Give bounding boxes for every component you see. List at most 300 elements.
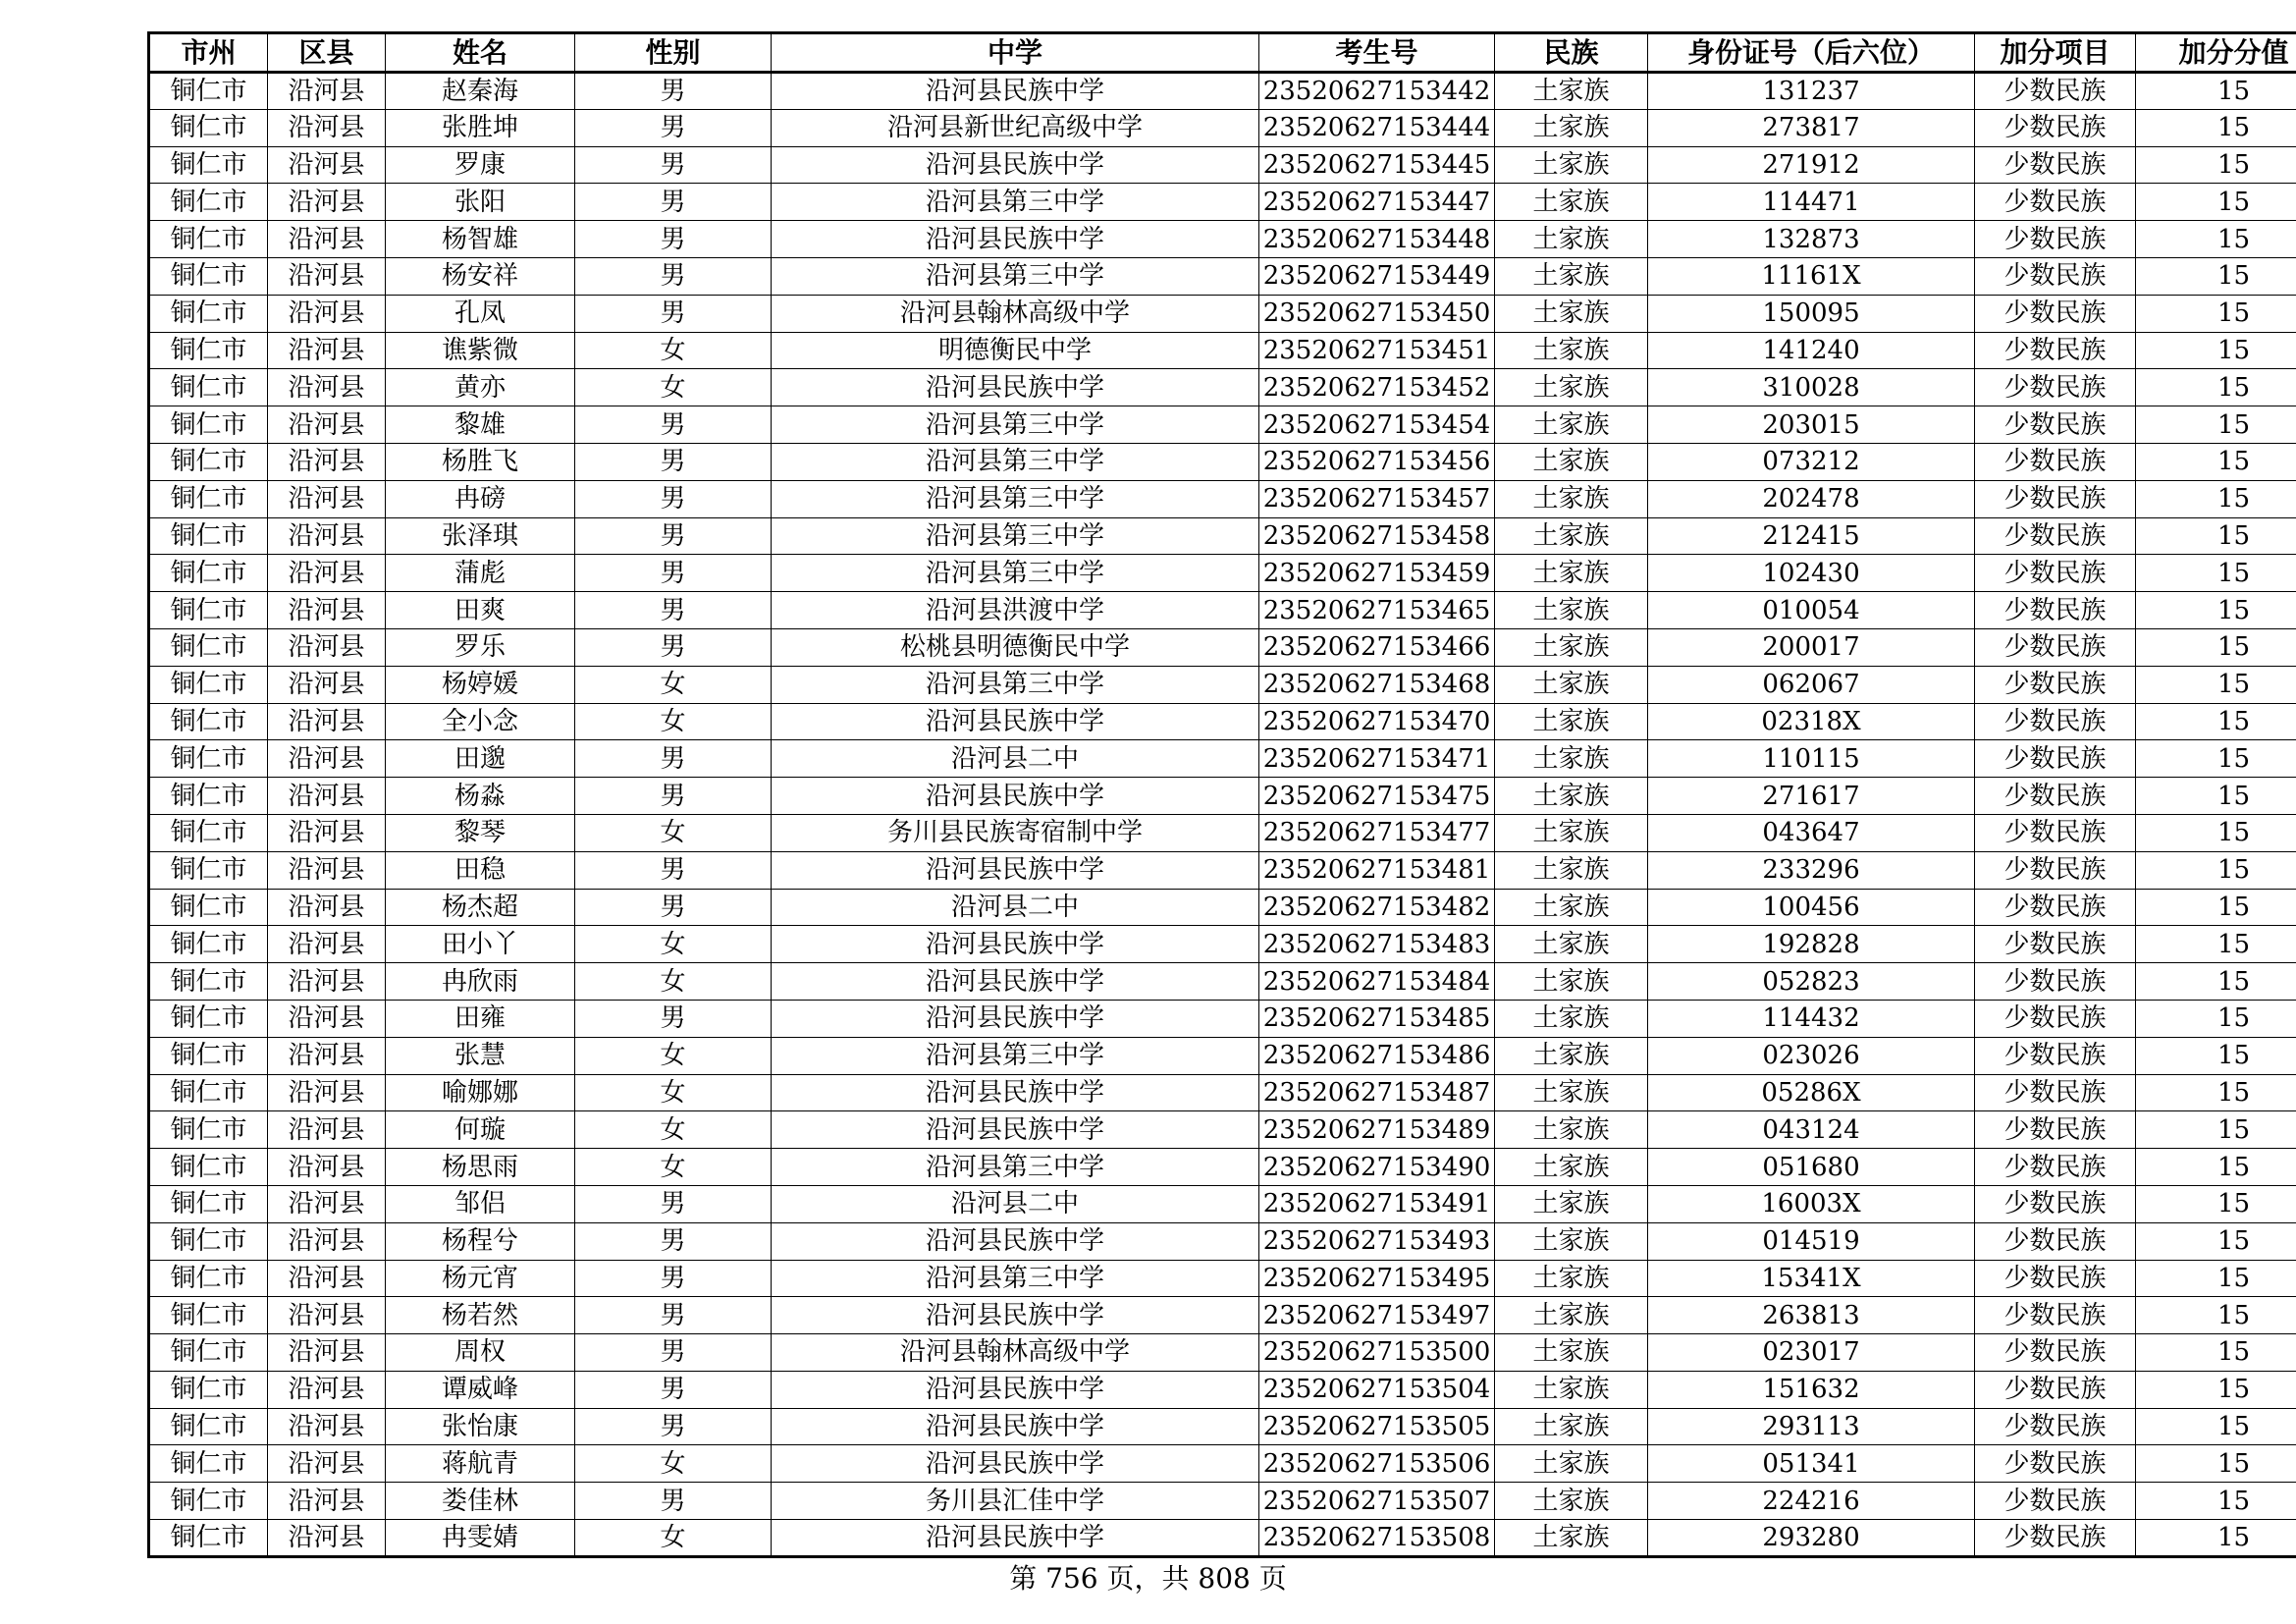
id-last-six-cell: 15341X — [1648, 1260, 1975, 1297]
id-last-six-cell: 224216 — [1648, 1483, 1975, 1520]
ethnicity-cell: 土家族 — [1495, 703, 1648, 740]
city-cell: 铜仁市 — [149, 1185, 268, 1222]
gender-cell: 女 — [575, 963, 772, 1001]
school-cell: 沿河县民族中学 — [772, 1445, 1259, 1483]
exam-number-cell: 23520627153485 — [1259, 1000, 1495, 1037]
bonus-points-cell: 15 — [2136, 1260, 2296, 1297]
header-id-last-six: 身份证号（后六位） — [1648, 33, 1975, 73]
table-row — [149, 555, 2296, 592]
bonus-points-cell: 15 — [2136, 1483, 2296, 1520]
bonus-points-cell: 15 — [2136, 1222, 2296, 1260]
name-cell: 赵秦海 — [386, 73, 575, 110]
city-cell: 铜仁市 — [149, 369, 268, 406]
gender-cell: 女 — [575, 369, 772, 406]
city-cell: 铜仁市 — [149, 703, 268, 740]
gender-cell: 男 — [575, 480, 772, 517]
bonus-points-cell: 15 — [2136, 1408, 2296, 1445]
exam-number-cell: 23520627153457 — [1259, 480, 1495, 517]
table-body — [149, 73, 2296, 1557]
id-last-six-cell: 051680 — [1648, 1149, 1975, 1186]
exam-number-cell: 23520627153493 — [1259, 1222, 1495, 1260]
exam-number-cell: 23520627153454 — [1259, 406, 1495, 444]
exam-number-cell: 23520627153489 — [1259, 1111, 1495, 1149]
gender-cell: 男 — [575, 406, 772, 444]
bonus-points-cell: 15 — [2136, 778, 2296, 815]
id-last-six-cell: 141240 — [1648, 332, 1975, 369]
bonus-item-cell: 少数民族 — [1975, 778, 2136, 815]
city-cell: 铜仁市 — [149, 295, 268, 332]
bonus-item-cell: 少数民族 — [1975, 295, 2136, 332]
name-cell: 冉磅 — [386, 480, 575, 517]
county-cell: 沿河县 — [268, 1074, 386, 1111]
bonus-points-cell: 15 — [2136, 889, 2296, 926]
name-cell: 杨婷媛 — [386, 666, 575, 703]
county-cell: 沿河县 — [268, 257, 386, 295]
school-cell: 沿河县第三中学 — [772, 666, 1259, 703]
county-cell: 沿河县 — [268, 73, 386, 110]
gender-cell: 女 — [575, 1111, 772, 1149]
gender-cell: 女 — [575, 332, 772, 369]
id-last-six-cell: 073212 — [1648, 443, 1975, 480]
header-county: 区县 — [268, 33, 386, 73]
bonus-item-cell: 少数民族 — [1975, 517, 2136, 555]
table-row — [149, 628, 2296, 666]
id-last-six-cell: 200017 — [1648, 628, 1975, 666]
ethnicity-cell: 土家族 — [1495, 814, 1648, 851]
exam-number-cell: 23520627153508 — [1259, 1520, 1495, 1557]
county-cell: 沿河县 — [268, 406, 386, 444]
bonus-item-cell: 少数民族 — [1975, 1000, 2136, 1037]
county-cell: 沿河县 — [268, 1260, 386, 1297]
exam-number-cell: 23520627153447 — [1259, 184, 1495, 221]
school-cell: 沿河县第三中学 — [772, 406, 1259, 444]
id-last-six-cell: 110115 — [1648, 740, 1975, 778]
school-cell: 沿河县民族中学 — [772, 1371, 1259, 1408]
id-last-six-cell: 131237 — [1648, 73, 1975, 110]
ethnicity-cell: 土家族 — [1495, 295, 1648, 332]
exam-number-cell: 23520627153448 — [1259, 221, 1495, 258]
city-cell: 铜仁市 — [149, 1408, 268, 1445]
bonus-item-cell: 少数民族 — [1975, 1334, 2136, 1372]
name-cell: 杨若然 — [386, 1297, 575, 1334]
id-last-six-cell: 293113 — [1648, 1408, 1975, 1445]
city-cell: 铜仁市 — [149, 1074, 268, 1111]
county-cell: 沿河县 — [268, 1037, 386, 1074]
table-row — [149, 1334, 2296, 1372]
exam-number-cell: 23520627153484 — [1259, 963, 1495, 1001]
table-row — [149, 295, 2296, 332]
name-cell: 罗乐 — [386, 628, 575, 666]
exam-number-cell: 23520627153507 — [1259, 1483, 1495, 1520]
bonus-points-cell: 15 — [2136, 406, 2296, 444]
name-cell: 田雍 — [386, 1000, 575, 1037]
ethnicity-cell: 土家族 — [1495, 109, 1648, 146]
id-last-six-cell: 043647 — [1648, 814, 1975, 851]
exam-number-cell: 23520627153506 — [1259, 1445, 1495, 1483]
school-cell: 沿河县第三中学 — [772, 1149, 1259, 1186]
city-cell: 铜仁市 — [149, 332, 268, 369]
id-last-six-cell: 212415 — [1648, 517, 1975, 555]
table-row — [149, 109, 2296, 146]
bonus-item-cell: 少数民族 — [1975, 406, 2136, 444]
ethnicity-cell: 土家族 — [1495, 1297, 1648, 1334]
id-last-six-cell: 192828 — [1648, 926, 1975, 963]
county-cell: 沿河县 — [268, 1334, 386, 1372]
city-cell: 铜仁市 — [149, 443, 268, 480]
ethnicity-cell: 土家族 — [1495, 889, 1648, 926]
county-cell: 沿河县 — [268, 628, 386, 666]
table-row — [149, 1445, 2296, 1483]
county-cell: 沿河县 — [268, 926, 386, 963]
county-cell: 沿河县 — [268, 666, 386, 703]
ethnicity-cell: 土家族 — [1495, 146, 1648, 184]
exam-number-cell: 23520627153451 — [1259, 332, 1495, 369]
bonus-points-cell: 15 — [2136, 740, 2296, 778]
county-cell: 沿河县 — [268, 592, 386, 629]
bonus-points-cell: 15 — [2136, 851, 2296, 889]
bonus-points-cell: 15 — [2136, 1074, 2296, 1111]
table-row — [149, 851, 2296, 889]
table-row — [149, 369, 2296, 406]
exam-number-cell: 23520627153500 — [1259, 1334, 1495, 1372]
exam-number-cell: 23520627153465 — [1259, 592, 1495, 629]
bonus-item-cell: 少数民族 — [1975, 851, 2136, 889]
id-last-six-cell: 062067 — [1648, 666, 1975, 703]
ethnicity-cell: 土家族 — [1495, 1483, 1648, 1520]
county-cell: 沿河县 — [268, 480, 386, 517]
id-last-six-cell: 132873 — [1648, 221, 1975, 258]
bonus-item-cell: 少数民族 — [1975, 592, 2136, 629]
exam-number-cell: 23520627153445 — [1259, 146, 1495, 184]
ethnicity-cell: 土家族 — [1495, 963, 1648, 1001]
ethnicity-cell: 土家族 — [1495, 257, 1648, 295]
county-cell: 沿河县 — [268, 889, 386, 926]
city-cell: 铜仁市 — [149, 1260, 268, 1297]
county-cell: 沿河县 — [268, 1445, 386, 1483]
id-last-six-cell: 271617 — [1648, 778, 1975, 815]
bonus-item-cell: 少数民族 — [1975, 1408, 2136, 1445]
bonus-item-cell: 少数民族 — [1975, 332, 2136, 369]
id-last-six-cell: 02318X — [1648, 703, 1975, 740]
header-city: 市州 — [149, 33, 268, 73]
table-row — [149, 963, 2296, 1001]
bonus-item-cell: 少数民族 — [1975, 184, 2136, 221]
bonus-points-cell: 15 — [2136, 963, 2296, 1001]
county-cell: 沿河县 — [268, 1371, 386, 1408]
ethnicity-cell: 土家族 — [1495, 778, 1648, 815]
gender-cell: 男 — [575, 1334, 772, 1372]
exam-number-cell: 23520627153475 — [1259, 778, 1495, 815]
school-cell: 沿河县新世纪高级中学 — [772, 109, 1259, 146]
city-cell: 铜仁市 — [149, 109, 268, 146]
id-last-six-cell: 102430 — [1648, 555, 1975, 592]
bonus-points-cell: 15 — [2136, 1185, 2296, 1222]
header-name: 姓名 — [386, 33, 575, 73]
city-cell: 铜仁市 — [149, 517, 268, 555]
city-cell: 铜仁市 — [149, 851, 268, 889]
name-cell: 田小丫 — [386, 926, 575, 963]
gender-cell: 男 — [575, 184, 772, 221]
id-last-six-cell: 310028 — [1648, 369, 1975, 406]
id-last-six-cell: 273817 — [1648, 109, 1975, 146]
bonus-item-cell: 少数民族 — [1975, 963, 2136, 1001]
city-cell: 铜仁市 — [149, 406, 268, 444]
name-cell: 冉雯婧 — [386, 1520, 575, 1557]
table-row — [149, 517, 2296, 555]
school-cell: 务川县汇佳中学 — [772, 1483, 1259, 1520]
bonus-points-cell: 15 — [2136, 184, 2296, 221]
gender-cell: 男 — [575, 1483, 772, 1520]
table-row — [149, 146, 2296, 184]
gender-cell: 男 — [575, 1371, 772, 1408]
bonus-points-cell: 15 — [2136, 555, 2296, 592]
id-last-six-cell: 150095 — [1648, 295, 1975, 332]
ethnicity-cell: 土家族 — [1495, 443, 1648, 480]
bonus-item-cell: 少数民族 — [1975, 109, 2136, 146]
school-cell: 沿河县民族中学 — [772, 1520, 1259, 1557]
bonus-item-cell: 少数民族 — [1975, 889, 2136, 926]
bonus-item-cell: 少数民族 — [1975, 480, 2136, 517]
school-cell: 沿河县民族中学 — [772, 1074, 1259, 1111]
school-cell: 沿河县第三中学 — [772, 517, 1259, 555]
school-cell: 沿河县民族中学 — [772, 1408, 1259, 1445]
exam-number-cell: 23520627153456 — [1259, 443, 1495, 480]
exam-number-cell: 23520627153470 — [1259, 703, 1495, 740]
table-row — [149, 778, 2296, 815]
school-cell: 沿河县翰林高级中学 — [772, 1334, 1259, 1372]
city-cell: 铜仁市 — [149, 221, 268, 258]
exam-number-cell: 23520627153442 — [1259, 73, 1495, 110]
school-cell: 沿河县第三中学 — [772, 184, 1259, 221]
id-last-six-cell: 203015 — [1648, 406, 1975, 444]
table-row — [149, 1149, 2296, 1186]
ethnicity-cell: 土家族 — [1495, 221, 1648, 258]
table-row — [149, 740, 2296, 778]
city-cell: 铜仁市 — [149, 184, 268, 221]
bonus-item-cell: 少数民族 — [1975, 1185, 2136, 1222]
name-cell: 张阳 — [386, 184, 575, 221]
ethnicity-cell: 土家族 — [1495, 406, 1648, 444]
county-cell: 沿河县 — [268, 740, 386, 778]
bonus-item-cell: 少数民族 — [1975, 926, 2136, 963]
id-last-six-cell: 052823 — [1648, 963, 1975, 1001]
name-cell: 谭威峰 — [386, 1371, 575, 1408]
school-cell: 沿河县二中 — [772, 889, 1259, 926]
school-cell: 沿河县第三中学 — [772, 480, 1259, 517]
name-cell: 杨智雄 — [386, 221, 575, 258]
table-row — [149, 1037, 2296, 1074]
name-cell: 田稳 — [386, 851, 575, 889]
gender-cell: 女 — [575, 1520, 772, 1557]
exam-number-cell: 23520627153477 — [1259, 814, 1495, 851]
gender-cell: 男 — [575, 257, 772, 295]
id-last-six-cell: 114471 — [1648, 184, 1975, 221]
school-cell: 松桃县明德衡民中学 — [772, 628, 1259, 666]
bonus-points-cell: 15 — [2136, 146, 2296, 184]
gender-cell: 男 — [575, 1185, 772, 1222]
county-cell: 沿河县 — [268, 332, 386, 369]
city-cell: 铜仁市 — [149, 778, 268, 815]
county-cell: 沿河县 — [268, 517, 386, 555]
city-cell: 铜仁市 — [149, 146, 268, 184]
bonus-points-cell: 15 — [2136, 1037, 2296, 1074]
name-cell: 黎雄 — [386, 406, 575, 444]
ethnicity-cell: 土家族 — [1495, 851, 1648, 889]
exam-number-cell: 23520627153486 — [1259, 1037, 1495, 1074]
city-cell: 铜仁市 — [149, 1222, 268, 1260]
city-cell: 铜仁市 — [149, 666, 268, 703]
gender-cell: 男 — [575, 740, 772, 778]
ethnicity-cell: 土家族 — [1495, 1260, 1648, 1297]
table-row — [149, 332, 2296, 369]
name-cell: 黄亦 — [386, 369, 575, 406]
school-cell: 沿河县民族中学 — [772, 926, 1259, 963]
school-cell: 沿河县二中 — [772, 1185, 1259, 1222]
county-cell: 沿河县 — [268, 851, 386, 889]
city-cell: 铜仁市 — [149, 1000, 268, 1037]
gender-cell: 女 — [575, 926, 772, 963]
name-cell: 杨安祥 — [386, 257, 575, 295]
header-gender: 性别 — [575, 33, 772, 73]
id-last-six-cell: 051341 — [1648, 1445, 1975, 1483]
exam-number-cell: 23520627153468 — [1259, 666, 1495, 703]
id-last-six-cell: 114432 — [1648, 1000, 1975, 1037]
bonus-item-cell: 少数民族 — [1975, 814, 2136, 851]
bonus-points-cell: 15 — [2136, 1297, 2296, 1334]
city-cell: 铜仁市 — [149, 1037, 268, 1074]
bonus-points-cell: 15 — [2136, 109, 2296, 146]
table-row — [149, 889, 2296, 926]
table-row — [149, 1111, 2296, 1149]
city-cell: 铜仁市 — [149, 889, 268, 926]
school-cell: 沿河县民族中学 — [772, 851, 1259, 889]
county-cell: 沿河县 — [268, 1222, 386, 1260]
bonus-item-cell: 少数民族 — [1975, 1297, 2136, 1334]
header-exam-number: 考生号 — [1259, 33, 1495, 73]
gender-cell: 男 — [575, 889, 772, 926]
ethnicity-cell: 土家族 — [1495, 517, 1648, 555]
table-row — [149, 480, 2296, 517]
gender-cell: 男 — [575, 555, 772, 592]
gender-cell: 女 — [575, 814, 772, 851]
gender-cell: 女 — [575, 703, 772, 740]
county-cell: 沿河县 — [268, 146, 386, 184]
bonus-item-cell: 少数民族 — [1975, 221, 2136, 258]
name-cell: 谯紫微 — [386, 332, 575, 369]
ethnicity-cell: 土家族 — [1495, 555, 1648, 592]
id-last-six-cell: 151632 — [1648, 1371, 1975, 1408]
gender-cell: 男 — [575, 1000, 772, 1037]
school-cell: 沿河县民族中学 — [772, 963, 1259, 1001]
bonus-item-cell: 少数民族 — [1975, 1074, 2136, 1111]
exam-number-cell: 23520627153483 — [1259, 926, 1495, 963]
table-row — [149, 1483, 2296, 1520]
city-cell: 铜仁市 — [149, 963, 268, 1001]
city-cell: 铜仁市 — [149, 1149, 268, 1186]
exam-number-cell: 23520627153490 — [1259, 1149, 1495, 1186]
name-cell: 张泽琪 — [386, 517, 575, 555]
table-row — [149, 184, 2296, 221]
ethnicity-cell: 土家族 — [1495, 1520, 1648, 1557]
gender-cell: 女 — [575, 1149, 772, 1186]
id-last-six-cell: 100456 — [1648, 889, 1975, 926]
ethnicity-cell: 土家族 — [1495, 369, 1648, 406]
county-cell: 沿河县 — [268, 1408, 386, 1445]
school-cell: 沿河县第三中学 — [772, 1037, 1259, 1074]
school-cell: 沿河县洪渡中学 — [772, 592, 1259, 629]
school-cell: 沿河县民族中学 — [772, 146, 1259, 184]
bonus-points-cell: 15 — [2136, 1000, 2296, 1037]
gender-cell: 男 — [575, 517, 772, 555]
school-cell: 沿河县二中 — [772, 740, 1259, 778]
ethnicity-cell: 土家族 — [1495, 1111, 1648, 1149]
gender-cell: 男 — [575, 73, 772, 110]
county-cell: 沿河县 — [268, 1149, 386, 1186]
table-row — [149, 592, 2296, 629]
bonus-points-cell: 15 — [2136, 1445, 2296, 1483]
id-last-six-cell: 202478 — [1648, 480, 1975, 517]
table-row — [149, 814, 2296, 851]
bonus-points-cell: 15 — [2136, 73, 2296, 110]
county-cell: 沿河县 — [268, 369, 386, 406]
bonus-item-cell: 少数民族 — [1975, 555, 2136, 592]
bonus-points-cell: 15 — [2136, 703, 2296, 740]
city-cell: 铜仁市 — [149, 1334, 268, 1372]
city-cell: 铜仁市 — [149, 1483, 268, 1520]
bonus-item-cell: 少数民族 — [1975, 1520, 2136, 1557]
id-last-six-cell: 11161X — [1648, 257, 1975, 295]
gender-cell: 男 — [575, 109, 772, 146]
school-cell: 沿河县第三中学 — [772, 1260, 1259, 1297]
bonus-points-cell: 15 — [2136, 480, 2296, 517]
table-row — [149, 406, 2296, 444]
bonus-item-cell: 少数民族 — [1975, 369, 2136, 406]
table-row — [149, 1408, 2296, 1445]
bonus-item-cell: 少数民族 — [1975, 443, 2136, 480]
bonus-points-cell: 15 — [2136, 1334, 2296, 1372]
county-cell: 沿河县 — [268, 184, 386, 221]
id-last-six-cell: 16003X — [1648, 1185, 1975, 1222]
school-cell: 沿河县民族中学 — [772, 1222, 1259, 1260]
id-last-six-cell: 023017 — [1648, 1334, 1975, 1372]
bonus-points-cell: 15 — [2136, 443, 2296, 480]
id-last-six-cell: 271912 — [1648, 146, 1975, 184]
name-cell: 周权 — [386, 1334, 575, 1372]
bonus-item-cell: 少数民族 — [1975, 1037, 2136, 1074]
table-row — [149, 666, 2296, 703]
bonus-item-cell: 少数民族 — [1975, 740, 2136, 778]
school-cell: 沿河县民族中学 — [772, 369, 1259, 406]
city-cell: 铜仁市 — [149, 555, 268, 592]
exam-number-cell: 23520627153444 — [1259, 109, 1495, 146]
id-last-six-cell: 043124 — [1648, 1111, 1975, 1149]
ethnicity-cell: 土家族 — [1495, 1334, 1648, 1372]
school-cell: 沿河县民族中学 — [772, 221, 1259, 258]
exam-number-cell: 23520627153452 — [1259, 369, 1495, 406]
city-cell: 铜仁市 — [149, 1371, 268, 1408]
table-row — [149, 926, 2296, 963]
ethnicity-cell: 土家族 — [1495, 1371, 1648, 1408]
county-cell: 沿河县 — [268, 295, 386, 332]
exam-number-cell: 23520627153450 — [1259, 295, 1495, 332]
header-bonus-item: 加分项目 — [1975, 33, 2136, 73]
exam-number-cell: 23520627153449 — [1259, 257, 1495, 295]
name-cell: 张胜坤 — [386, 109, 575, 146]
bonus-item-cell: 少数民族 — [1975, 146, 2136, 184]
city-cell: 铜仁市 — [149, 73, 268, 110]
bonus-item-cell: 少数民族 — [1975, 1445, 2136, 1483]
name-cell: 冉欣雨 — [386, 963, 575, 1001]
